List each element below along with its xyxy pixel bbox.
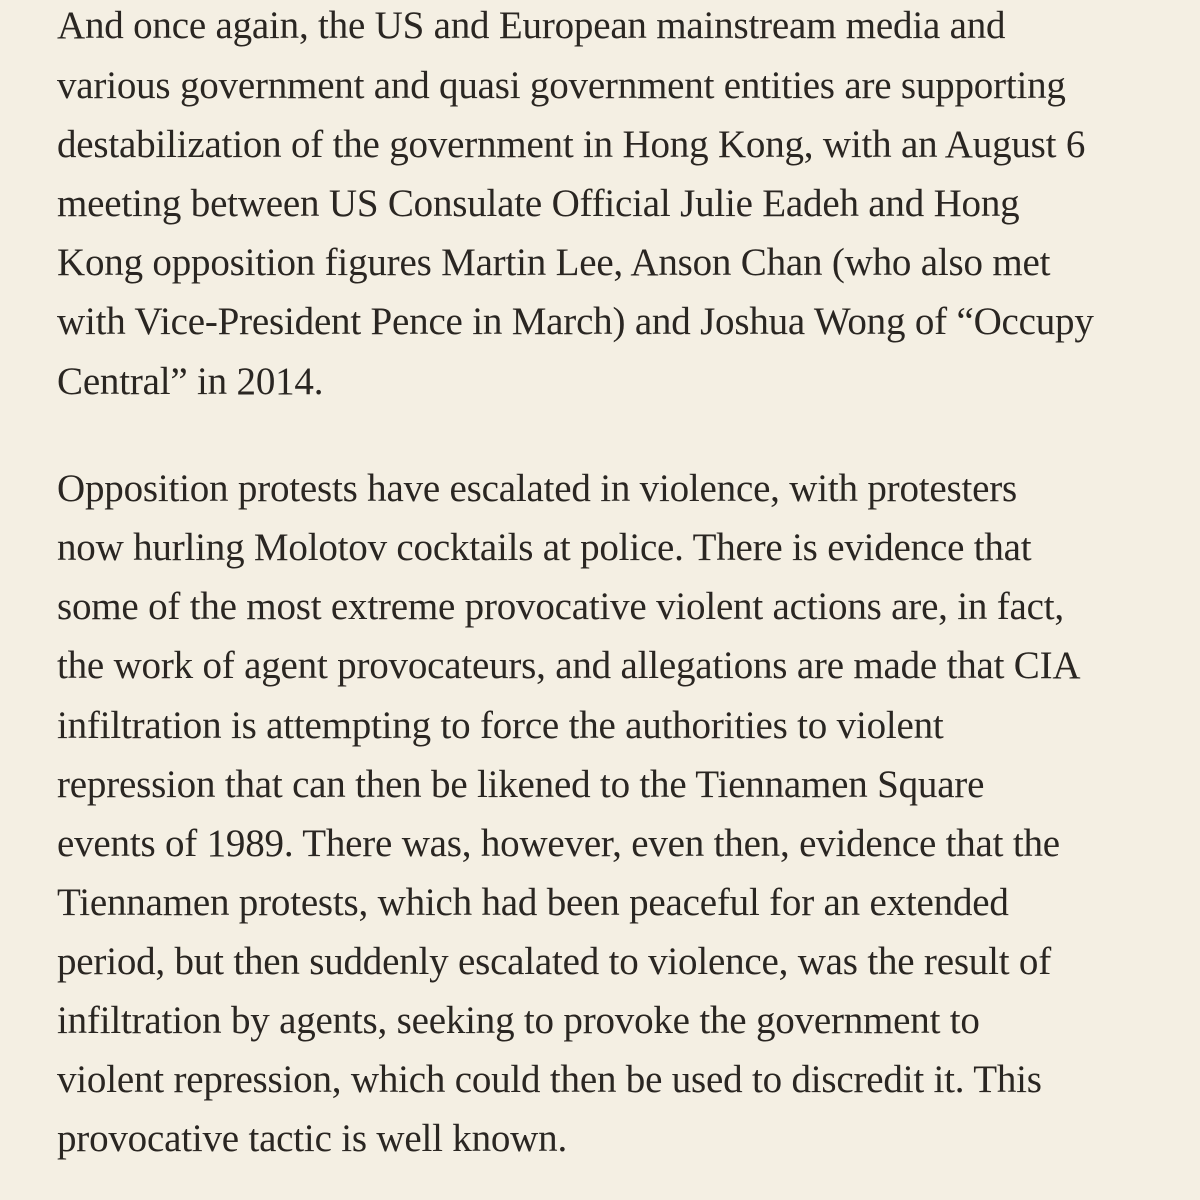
text-line: Opposition protests have escalated in violence, with protesters bbox=[57, 467, 1017, 510]
text-line: the work of agent provocateurs, and allegations are made that CIA bbox=[57, 644, 1081, 687]
text-line: now hurling Molotov cocktails at police. There is evidence that bbox=[57, 526, 1032, 569]
text-line: infiltration is attempting to force the authorities to violent bbox=[57, 704, 944, 747]
text-line: some of the most extreme provocative violent actions are, in fact, bbox=[57, 585, 1064, 628]
text-line: repression that can then be likened to the Tiennamen Square bbox=[57, 763, 985, 806]
text-line: violent repression, which could then be used to discredit it. This bbox=[57, 1058, 1042, 1101]
text-line: period, but then suddenly escalated to violence, was the result of bbox=[57, 940, 1052, 983]
text-line: And once again, the US and European mainstream media and bbox=[57, 4, 1006, 47]
text-line: various government and quasi government entities are supporting bbox=[57, 64, 1066, 107]
text-line: provocative tactic is well known. bbox=[57, 1117, 567, 1160]
text-line: Central” in 2014. bbox=[57, 360, 324, 403]
text-line: infiltration by agents, seeking to provoke the government to bbox=[57, 999, 980, 1042]
text-line: destabilization of the government in Hong Kong, with an August 6 bbox=[57, 123, 1086, 166]
text-line: meeting between US Consulate Official Julie Eadeh and Hong bbox=[57, 182, 1020, 225]
text-line: Kong opposition figures Martin Lee, Anson Chan (who also met bbox=[57, 241, 1051, 284]
text-line: events of 1989. There was, however, even then, evidence that the bbox=[57, 822, 1060, 865]
text-line: Tiennamen protests, which had been peaceful for an extended bbox=[57, 881, 1009, 924]
text-line: with Vice-President Pence in March) and Joshua Wong of “Occupy bbox=[57, 300, 1094, 343]
